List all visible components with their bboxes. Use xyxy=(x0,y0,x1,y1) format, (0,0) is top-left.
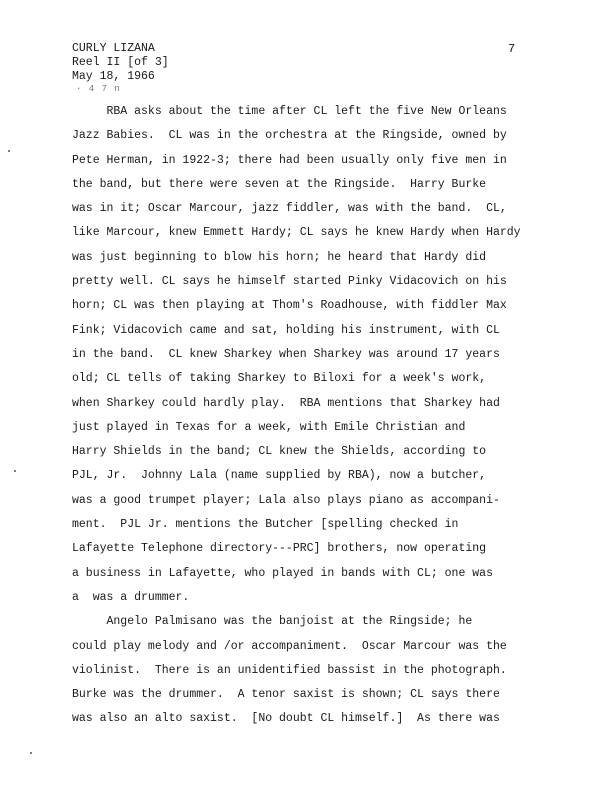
text-line: was also an alto saxist. [No doubt CL himself.] As there was xyxy=(72,712,500,726)
transcript-body xyxy=(72,100,552,732)
text-line: like Marcour, knew Emmett Hardy; CL says he knew Hardy when Hardy xyxy=(72,226,521,240)
text-line: when Sharkey could hardly play. RBA mentions that Sharkey had xyxy=(72,396,500,410)
text-line: a was a drummer. xyxy=(72,590,190,604)
text-line: Pete Herman, in 1922-3; there had been usually only five men in xyxy=(72,153,507,167)
text-line: PJL, Jr. Johnny Lala (name supplied by RBA), now a butcher, xyxy=(72,469,487,483)
text-line: was in it; Oscar Marcour, jazz fiddler, was with the band. CL, xyxy=(72,202,507,216)
text-line: violinist. There is an unidentified bassist in the photograph. xyxy=(72,663,507,677)
page-number: 7 xyxy=(508,42,516,56)
interviewee-name: CURLY LIZANA xyxy=(72,42,155,55)
scan-speck xyxy=(30,752,32,754)
scan-speck xyxy=(8,150,10,152)
text-line: horn; CL was then playing at Thom's Roadhouse, with fiddler Max xyxy=(72,299,507,313)
scan-speck xyxy=(14,470,16,472)
text-line: Burke was the drummer. A tenor saxist is shown; CL says there xyxy=(72,688,500,702)
text-line: just played in Texas for a week, with Emile Christian and xyxy=(72,420,466,434)
interview-date: May 18, 1966 xyxy=(72,70,155,83)
text-line: a business in Lafayette, who played in bands with CL; one was xyxy=(72,566,493,580)
text-line: pretty well. CL says he himself started Pinky Vidacovich on his xyxy=(72,275,507,289)
text-line: was a good trumpet player; Lala also plays piano as accompani- xyxy=(72,493,500,507)
text-line: old; CL tells of taking Sharkey to Biloxi for a week's work, xyxy=(72,372,487,386)
text-line: Fink; Vidacovich came and sat, holding his instrument, with CL xyxy=(72,323,500,337)
text-line: Angelo Palmisano was the banjoist at the Ringside; he xyxy=(72,615,473,629)
text-line: the band, but there were seven at the Ringside. Harry Burke xyxy=(72,177,487,191)
margin-mark: · 4 7 n xyxy=(76,84,121,94)
document-header xyxy=(72,42,169,84)
text-line: was just beginning to blow his horn; he heard that Hardy did xyxy=(72,250,487,264)
text-line: Lafayette Telephone directory---PRC] brothers, now operating xyxy=(72,542,487,556)
text-line: RBA asks about the time after CL left the five New Orleans xyxy=(72,105,507,118)
text-line: could play melody and /or accompaniment. Oscar Marcour was the xyxy=(72,639,507,653)
text-line: in the band. CL knew Sharkey when Sharkey was around 17 years xyxy=(72,347,500,361)
reel-label: Reel II [of 3] xyxy=(72,56,169,69)
text-line: Jazz Babies. CL was in the orchestra at the Ringside, owned by xyxy=(72,129,507,143)
text-line: ment. PJL Jr. mentions the Butcher [spelling checked in xyxy=(72,518,459,532)
text-line: Harry Shields in the band; CL knew the Shields, according to xyxy=(72,445,487,459)
